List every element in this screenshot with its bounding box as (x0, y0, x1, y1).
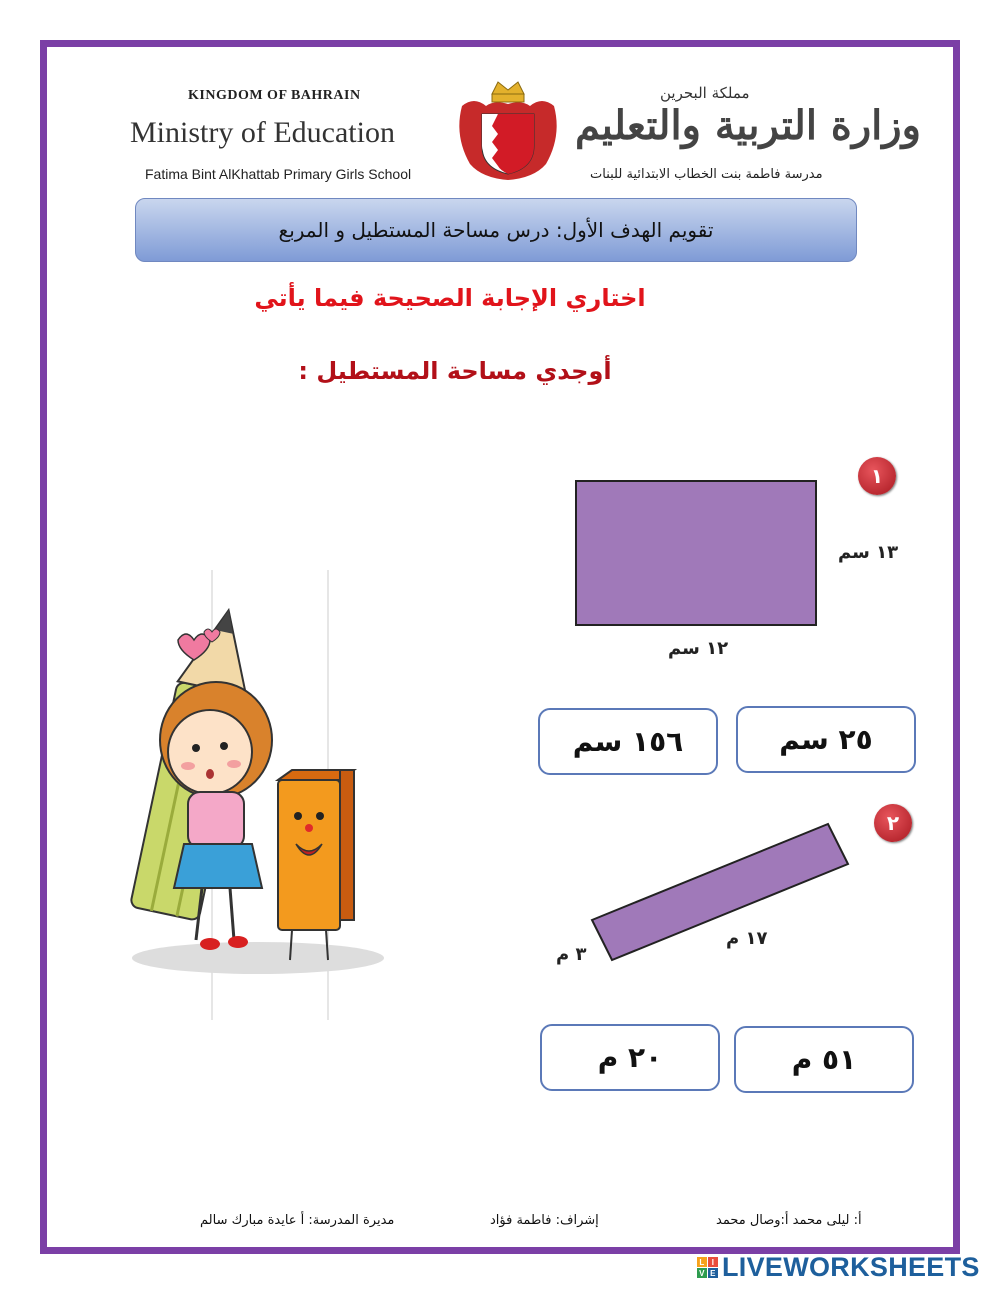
question-2-length-label: ١٧ م (726, 928, 768, 949)
question-1-number-badge: ١ (858, 457, 896, 495)
question-2-number-badge: ٢ (874, 804, 912, 842)
instruction-heading: اختاري الإجابة الصحيحة فيما يأتي (254, 284, 646, 312)
question-1-height-label: ١٣ سم (838, 542, 899, 563)
question-2-choice-a[interactable]: ٢٠ م (540, 1024, 720, 1091)
liveworksheets-logo[interactable] (697, 1252, 980, 1283)
question-2-width-label: ٣ م (556, 944, 587, 965)
liveworksheets-logo-icon: L I V E (697, 1257, 718, 1278)
footer-supervision: إشراف: فاطمة فؤاد (490, 1213, 599, 1228)
girl-pencil-book-illustration (130, 570, 400, 1020)
lesson-title: تقويم الهدف الأول: درس مساحة المستطيل و المربع (278, 218, 714, 242)
header-kingdom-en: KINGDOM OF BAHRAIN (188, 88, 361, 103)
footer-teachers: أ: ليلى محمد أ:وصال محمد (716, 1213, 862, 1228)
liveworksheets-logo-text: LIVEWORKSHEETS (722, 1252, 980, 1282)
header-ministry-en: Ministry of Education (130, 116, 395, 149)
header-ministry-ar: وزارة التربية والتعليم (575, 102, 921, 149)
footer-principal: مديرة المدرسة: أ عايدة مبارك سالم (200, 1213, 395, 1228)
header-kingdom-ar: مملكة البحرين (660, 84, 750, 102)
question-1-choice-a[interactable]: ١٥٦ سم (538, 708, 718, 775)
header-school-en: Fatima Bint AlKhattab Primary Girls School (145, 166, 412, 182)
header-school-ar: مدرسة فاطمة بنت الخطاب الابتدائية للبنات (590, 167, 823, 182)
question-1-rectangle (575, 480, 817, 626)
question-1-width-label: ١٢ سم (668, 638, 729, 659)
lesson-title-banner (135, 198, 857, 262)
question-1-choice-b[interactable]: ٢٥ سم (736, 706, 916, 773)
question-2-choice-b[interactable]: ٥١ م (734, 1026, 914, 1093)
bahrain-emblem-icon (452, 76, 564, 182)
question-2-rectangle (580, 818, 860, 968)
sub-instruction: أوجدي مساحة المستطيل : (298, 357, 612, 385)
